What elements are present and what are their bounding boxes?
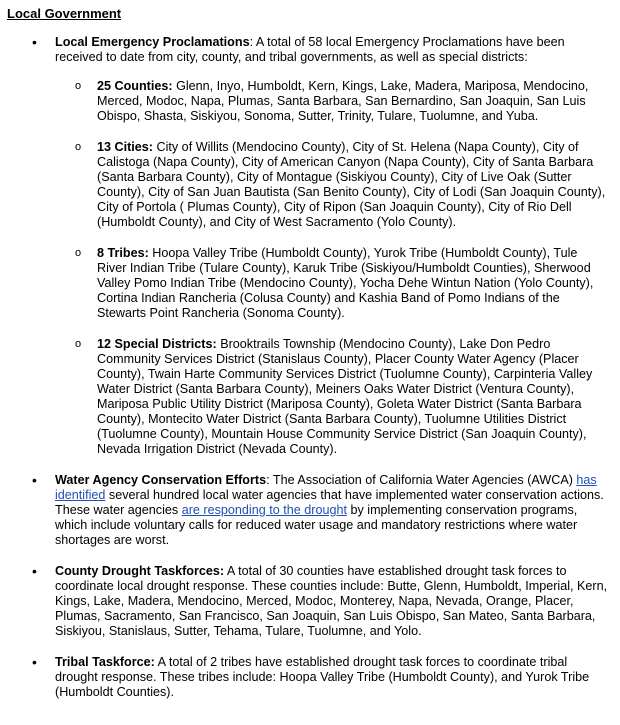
county-task-title: County Drought Taskforces: [55,564,225,578]
subitem-cities [55,140,610,230]
responding-to-drought-link[interactable]: are responding to the drought [181,503,347,517]
tribal-task-text: A total of 2 tribes have established drought task forces to coordinate tribal drought response. These tribes include: Hoopa Valley Tribe (Humboldt County), and Yurok Tribe (Humboldt Counties). [55,655,590,699]
water-text-1: : The Association of California Water Agencies (AWCA) [266,473,577,487]
subitem-counties [55,79,610,124]
water-text-3: by implementing conservation programs, which include voluntary calls for reduced water usage and mandatory restrictions where water shortages are worst. [55,503,578,547]
subitem-text: Brooktrails Township (Mendocino County), Lake Don Pedro Community Services District (Stanislaus County), Placer County Water Agency (Placer County), Twain Harte Community Services District (Tuolumne County), Carpinteria Valley Water District (Santa Barbara County), Meiners Oaks Water District (Ventura County), Mariposa Public Utility District (Mariposa County), Goleta Water District (Santa Barbara County), Montecito Water District (Santa Barbara County), Tuolumne Utilities District (Tuolumne County), Mountain House Community Service District (San Joaquin County), Nevada Irrigation District (Nevada County). [97,337,593,456]
bullet-county-taskforces [7,564,610,639]
main-bullet-list [7,35,610,700]
subitem-special-districts [55,337,610,457]
subitem-text: City of Willits (Mendocino County), City of St. Helena (Napa County), City of Calistoga (Napa County), City of American Canyon (Napa County), City of Santa Barbara (Santa Barbara County), City of Montague (Siskiyou County), City of Live Oak (Sutter County), City of San Juan Bautista (San Benito County), City of Lodi (San Joaquin County), City of Portola ( Plumas County), City of Ripon (San Joaquin County), City of Rio Dell (Humboldt County), and City of West Sacramento (Yolo County). [97,140,606,229]
subitem-label: 25 Counties: [97,79,173,93]
bullet-proclamations [7,35,610,457]
proclamations-sublist [55,79,610,457]
bullet-tribal-taskforce [7,655,610,700]
bullet-water-agency [7,473,610,548]
tribal-task-title: Tribal Taskforce: [55,655,155,669]
proclamations-title: Local Emergency Proclamations [55,35,250,49]
subitem-text: Glenn, Inyo, Humboldt, Kern, Kings, Lake, Madera, Mariposa, Mendocino, Merced, Modoc, Napa, Plumas, Santa Barbara, San Bernardino, San Joaquin, San Luis Obispo, Shasta, Siskiyou, Sonoma, Sutter, Trinity, Tulare, Tuolumne, and Yuba. [97,79,589,123]
section-heading: Local Government [7,6,122,21]
water-title: Water Agency Conservation Efforts [55,473,267,487]
subitem-text: Hoopa Valley Tribe (Humboldt County), Yurok Tribe (Humboldt County), Tule River Indian Tribe (Tulare County), Karuk Tribe (Siskiyou/Humboldt Counties), Sherwood Valley Pomo Indian Tribe (Mendocino County), Yocha Dehe Wintun Nation (Yolo County), Cortina Indian Rancheria (Colusa County) and Kashia Band of Pomo Indians of the Stewarts Point Rancheria (Sonoma County). [97,246,594,320]
subitem-tribes [55,246,610,321]
subitem-label: 13 Cities: [97,140,153,154]
county-task-text: A total of 30 counties have established drought task forces to coordinate local drought response. These counties include: Butte, Glenn, Humboldt, Imperial, Kern, Kings, Lake, Madera, Mendocino, Merced, Modoc, Monterey, Napa, Nevada, Orange, Placer, Plumas, Sacramento, San Francisco, San Joaquin, San Luis Obispo, San Mateo, Santa Barbara, Siskiyou, Stanislaus, Sutter, Tehama, Tulare, Tuolumne, and Yolo. [55,564,608,638]
subitem-label: 8 Tribes: [97,246,149,260]
has-identified-link[interactable]: has identified [55,473,597,502]
subitem-label: 12 Special Districts: [97,337,217,351]
proclamations-text: : A total of 58 local Emergency Proclamations have been received to date from city, county, and tribal governments, as well as special districts: [55,35,565,64]
water-text-2: several hundred local water agencies that have implemented water conservation actions. These water agencies [55,488,604,517]
